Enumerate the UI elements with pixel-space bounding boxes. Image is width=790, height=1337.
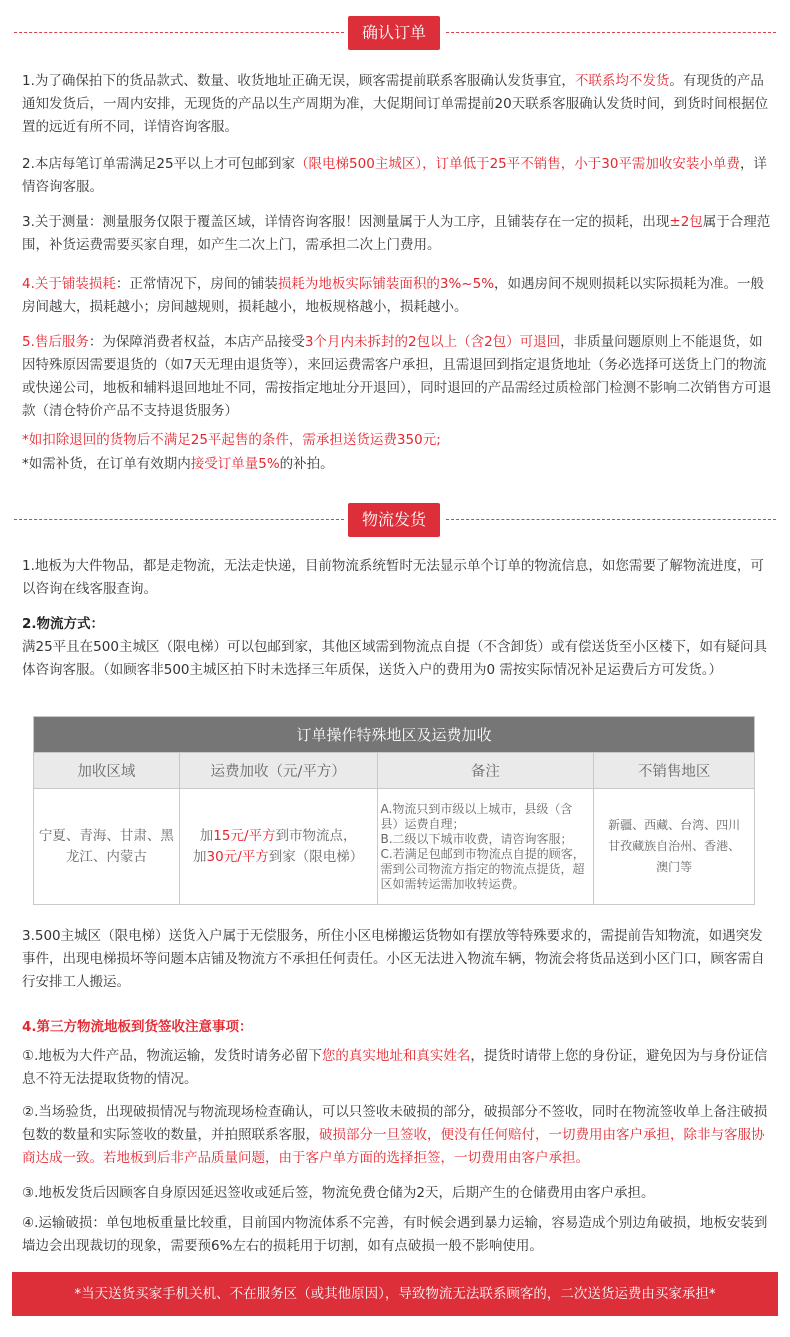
confirm-para-1: 1.为了确保拍下的货品款式、数量、收货地址正确无误，顾客需提前联系客服确认发货事宜，不联系均不发货。有现货的产品通知发货后，一周内安排，无现货的产品以生产周期为准，大促期间订单需提前20天联系客服确认发货时间，到货时间根据位置的远近有所不同，详情咨询客服。 — [22, 73, 769, 135]
divider — [446, 32, 776, 33]
section-header-logistics — [0, 503, 790, 537]
signing-item-3: ③.地板发货后因顾客自身原因延迟签收或延后签，物流免费仓储为2天，后期产生的仓储费用由客户承担。 — [22, 1185, 655, 1201]
section-header-confirm — [0, 16, 790, 50]
signing-item-2: ②.当场验货，出现破损情况与物流现场检查确认，可以只签收未破损的部分，破损部分不签收，同时在物流签收单上备注破损包数的数量和实际签收的数量，并拍照联系客服，破损部分一旦签收，便没有任何赔付，一切费用由客户承担，除非与客服协商达成一致。若地板到后非产品质量问题，由于客户单方面的选择拒签，一切费用由客户承担。 — [22, 1104, 768, 1166]
confirm-para-2: 2.本店每笔订单需满足25平以上才可包邮到家（限电梯500主城区），订单低于25平不销售，小于30平需加收安装小单费，详情咨询客服。 — [22, 156, 767, 195]
confirm-note-restock: *如需补货，在订单有效期内接受订单量5%的补拍。 — [22, 456, 334, 472]
section-title-logistics: 物流发货 — [348, 503, 440, 537]
divider — [14, 32, 344, 33]
confirm-para-3: 3.关于测量：测量服务仅限于覆盖区域，详情咨询客服！因测量属于人为工序，且铺装存在一定的损耗，出现±2包属于合理范围，补货运费需要买家自理，如产生二次上门，需承担二次上门费用。 — [22, 214, 771, 253]
freight-table-header: 加收区域 — [34, 753, 180, 789]
confirm-note-return-freight: *如扣除退回的货物后不满足25平起售的条件，需承担送货运费350元; — [22, 432, 441, 448]
logistics-method-text: 满25平且在500主城区（限电梯）可以包邮到家，其他区域需到物流点自提（不含卸货）或有偿送货至小区楼下，如有疑问具体咨询客服。（如顾客非500主城区拍下时未选择三年质保，送货入户的费用为0 需按实际情况补足运费后方可发货。） — [22, 639, 767, 678]
divider — [446, 519, 776, 520]
logistics-para-3: 3.500主城区（限电梯）送货入户属于无偿服务，所住小区电梯搬运货物如有摆放等特殊要求的，需提前告知物流，如遇突发事件，出现电梯损坏等问题本店铺及物流方不承担任何责任。小区无法进入物流车辆，物流会将货品送到小区门口，顾客需自行安排工人搬运。 — [22, 928, 765, 990]
freight-table-fee: 加15元/平方到市物流点， 加30元/平方到家（限电梯） — [179, 789, 377, 905]
freight-table-title: 订单操作特殊地区及运费加收 — [34, 717, 755, 753]
footer-notice-bar: *当天送货买家手机关机、不在服务区（或其他原因），导致物流无法联系顾客的，二次送货运费由买家承担* — [12, 1272, 778, 1316]
section-title-confirm: 确认订单 — [348, 16, 440, 50]
freight-table-header: 不销售地区 — [594, 753, 755, 789]
freight-table — [33, 716, 755, 905]
logistics-para-1: 1.地板为大件物品，都是走物流，无法走快递，目前物流系统暂时无法显示单个订单的物流信息，如您需要了解物流进度，可以咨询在线客服查询。 — [22, 558, 764, 597]
logistics-method-title: 2.物流方式： — [22, 616, 105, 632]
freight-table-header: 运费加收（元/平方） — [179, 753, 377, 789]
confirm-para-5: 5.售后服务：为保障消费者权益，本店产品接受3个月内未拆封的2包以上（含2包）可退回，非质量问题原则上不能退货，如因特殊原因需要退货的（如7天无理由退货等），来回运费需客户承担，且需退回到指定退货地址（务必选择可送货上门的物流或快递公司，地板和辅料退回地址不同，需按指定地址分开退回），同时退回的产品需经过质检部门检测不影响二次销售方可退款（清仓特价产品不支持退货服务） — [22, 334, 772, 419]
freight-table-header: 备注 — [377, 753, 594, 789]
freight-table-nosale: 新疆、西藏、台湾、四川甘孜藏族自治州、香港、澳门等 — [594, 789, 755, 905]
divider — [14, 519, 344, 520]
freight-table-region: 宁夏、青海、甘肃、黑龙江、内蒙古 — [34, 789, 180, 905]
freight-table-note: A.物流只到市级以上城市，县级（含县）运费自理； B.二级以下城市收费，请咨询客服； C.若满足包邮到市物流点自提的顾客，需到公司物流方指定的物流点提货，超区如需转运需加收转运费。 — [377, 789, 594, 905]
signing-item-4: ④.运输破损：单包地板重量比较重，目前国内物流体系不完善，有时候会遇到暴力运输，容易造成个别边角破损，地板安装到墙边会出现裁切的现象，需要预6%左右的损耗用于切割，如有点破损一般不影响使用。 — [22, 1215, 768, 1254]
logistics-signing-title: 4.第三方物流地板到货签收注意事项： — [22, 1019, 253, 1035]
signing-item-1: ①.地板为大件产品，物流运输，发货时请务必留下您的真实地址和真实姓名，提货时请带上您的身份证，避免因为与身份证信息不符无法提取货物的情况。 — [22, 1048, 768, 1087]
confirm-para-4: 4.关于铺装损耗：正常情况下，房间的铺装损耗为地板实际铺装面积的3%~5%，如遇房间不规则损耗以实际损耗为准。一般房间越大，损耗越小；房间越规则，损耗越小，地板规格越小，损耗越小。 — [22, 276, 765, 315]
